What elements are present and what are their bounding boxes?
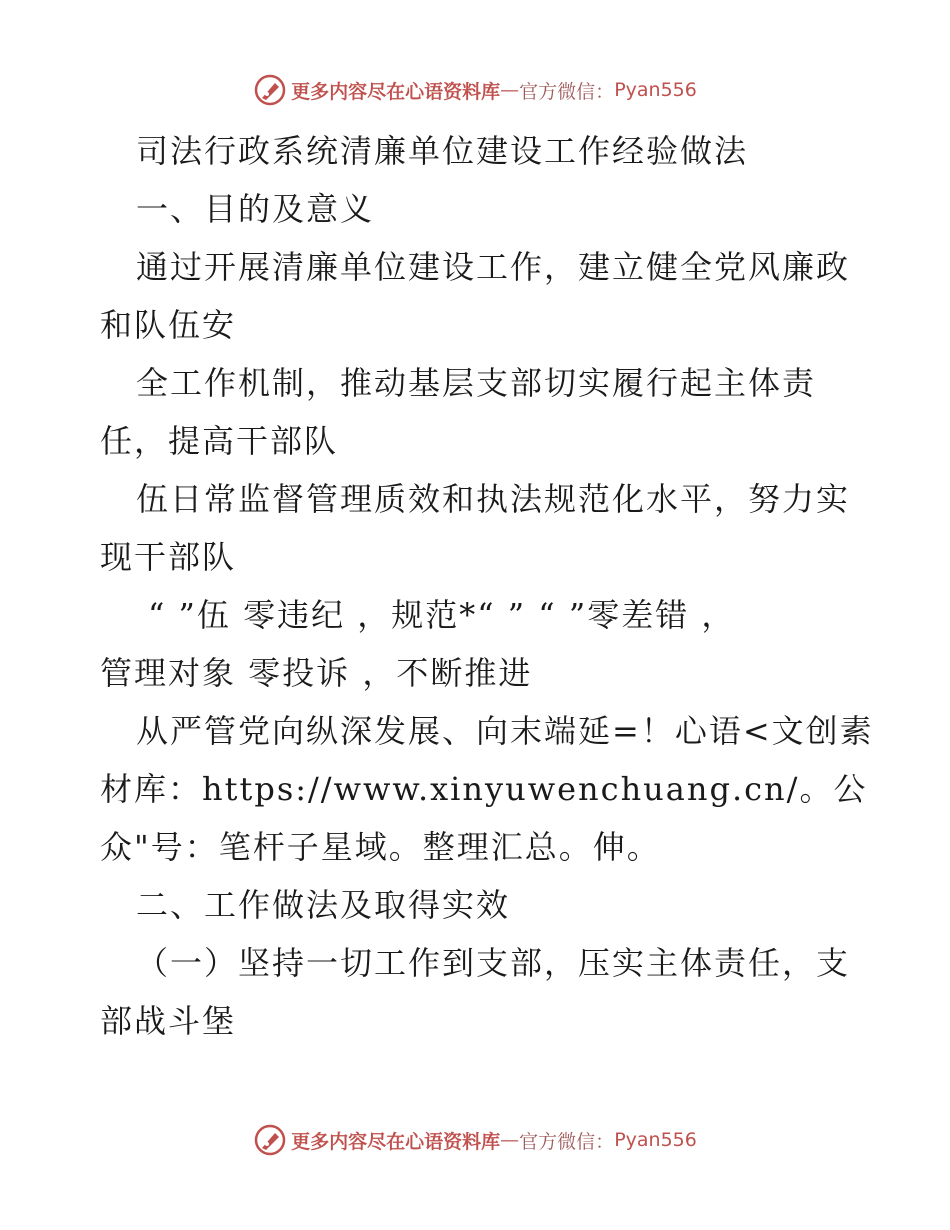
section-heading-practices: 二、工作做法及取得实效 <box>136 886 511 924</box>
banner-separator: — <box>500 79 520 101</box>
subsection-heading: （一）坚持一切工作到支部，压实主体责任，支 <box>136 944 851 982</box>
section-heading-purpose: 一、目的及意义 <box>136 190 375 228</box>
paragraph-line: 全工作机制，推动基层支部切实履行起主体责 <box>136 364 817 402</box>
paragraph-line: 和队伍安 <box>100 306 237 344</box>
paragraph-line-url: 材库：https://www.xinyuwenchuang.cn/。公 <box>100 770 868 808</box>
document-body <box>100 122 874 1050</box>
paragraph-line: 管理对象 零投诉 ，不断推进 <box>100 654 533 692</box>
paragraph-line: 任，提高干部队 <box>100 422 339 460</box>
paragraph-line: 从严管党向纵深发展、向末端延=！心语<文创素 <box>136 712 874 750</box>
paragraph-line: 伍日常监督管理质效和执法规范化水平，努力实 <box>136 480 851 518</box>
pen-nib-logo-icon <box>253 73 287 107</box>
banner-brand: 更多内容尽在心语资料库 <box>291 1130 501 1153</box>
banner-wechat-label: 官方微信： <box>519 1130 615 1153</box>
paragraph-line: “ ”伍 零违纪 ，规范*“ ” “ ”零差错 ， <box>148 596 736 634</box>
paragraph-line: 通过开展清廉单位建设工作，建立健全党风廉政 <box>136 248 851 286</box>
paragraph-line: 现干部队 <box>100 538 237 576</box>
header-banner <box>0 70 950 110</box>
paragraph-line: 众"号：笔杆子星域。整理汇总。伸。 <box>100 828 661 866</box>
footer-banner <box>0 1120 950 1160</box>
banner-brand: 更多内容尽在心语资料库 <box>291 80 501 103</box>
pen-nib-logo-icon <box>253 1123 287 1157</box>
banner-wechat-id: Pyan556 <box>614 79 697 101</box>
banner-separator: — <box>500 1129 520 1151</box>
document-title: 司法行政系统清廉单位建设工作经验做法 <box>136 132 749 170</box>
banner-wechat-label: 官方微信： <box>519 80 615 103</box>
paragraph-line: 部战斗堡 <box>100 1002 237 1040</box>
banner-wechat-id: Pyan556 <box>614 1129 697 1151</box>
